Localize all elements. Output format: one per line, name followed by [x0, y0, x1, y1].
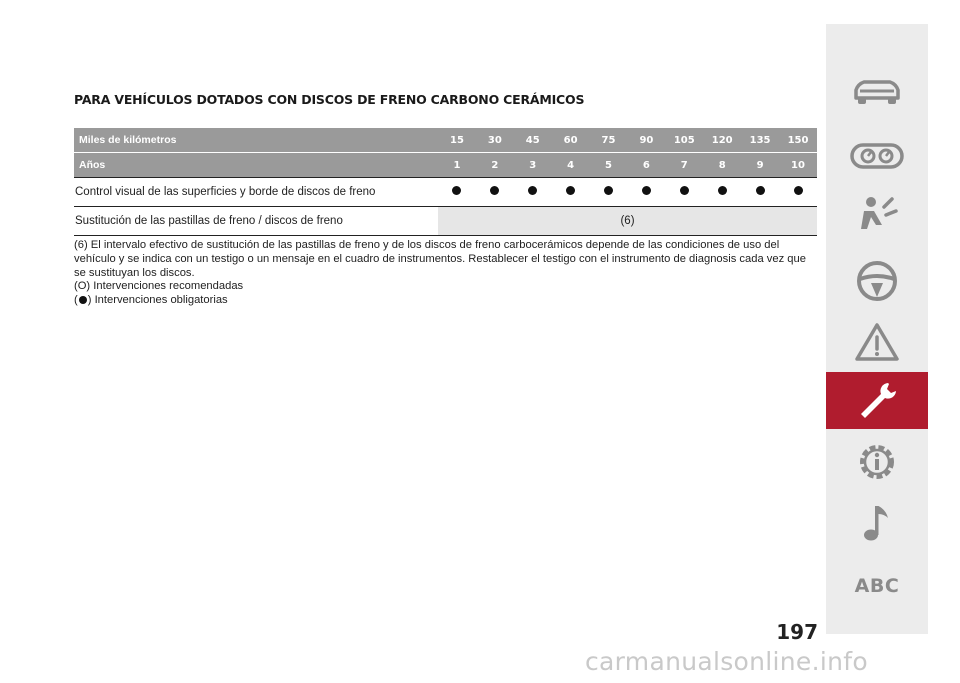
- chapter-sidebar: [826, 24, 928, 634]
- warning-triangle-icon: [854, 322, 900, 362]
- year-value: 9: [741, 153, 779, 178]
- km-header-label: Miles de kilómetros: [74, 128, 438, 153]
- km-value: 90: [627, 128, 665, 153]
- mandatory-dot-icon: [756, 186, 765, 195]
- km-value: 150: [779, 128, 817, 153]
- year-value: 8: [703, 153, 741, 178]
- abc-text-icon: ABC: [854, 575, 900, 597]
- row-label: Sustitución de las pastillas de freno / discos de freno: [74, 207, 438, 236]
- years-header-row: [74, 153, 817, 178]
- km-value: 75: [590, 128, 628, 153]
- music-note-icon: [860, 502, 894, 544]
- airbag-person-icon: [854, 195, 900, 235]
- page-number: 197: [776, 620, 818, 644]
- year-value: 6: [627, 153, 665, 178]
- wrench-icon: [855, 379, 899, 423]
- year-value: 5: [590, 153, 628, 178]
- sidebar-item-technical-data[interactable]: [826, 434, 928, 490]
- footnote-6: (6) El intervalo efectivo de sustitución de las pastillas de freno y de los discos de freno carbocerámicos depende de las condiciones de uso del vehículo y se indica con un testigo o un mensaje en el cuadro de instrumentos. Restablecer el testigo con el instrumento de diagnosis cada vez que se sustituyan los discos.: [74, 239, 806, 279]
- km-value: 105: [665, 128, 703, 153]
- km-value: 45: [514, 128, 552, 153]
- mandatory-dot-icon: [452, 186, 461, 195]
- sidebar-item-car[interactable]: [826, 62, 928, 118]
- table-row: [74, 178, 817, 207]
- legend-mandatory: ( ) Intervenciones obligatorias: [74, 294, 228, 307]
- mandatory-dot-icon: [718, 186, 727, 195]
- mandatory-dot-icon: [79, 296, 87, 304]
- years-header-label: Años: [74, 153, 438, 178]
- mandatory-dot-icon: [680, 186, 689, 195]
- year-value: 3: [514, 153, 552, 178]
- mandatory-dot-icon: [528, 186, 537, 195]
- km-header-row: [74, 128, 817, 153]
- year-value: 2: [476, 153, 514, 178]
- year-value: 4: [552, 153, 590, 178]
- km-value: 30: [476, 128, 514, 153]
- footnotes: [74, 239, 819, 308]
- sidebar-item-maintenance[interactable]: [826, 372, 928, 429]
- section-heading: PARA VEHÍCULOS DOTADOS CON DISCOS DE FRENO CARBONO CERÁMICOS: [74, 92, 585, 107]
- dashboard-gauges-icon: [849, 141, 905, 171]
- year-value: 7: [665, 153, 703, 178]
- mandatory-dot-icon: [604, 186, 613, 195]
- maintenance-table: [74, 128, 817, 236]
- table-row: [74, 207, 817, 236]
- legend-recommended: (O) Intervenciones recomendadas: [74, 280, 244, 293]
- steering-wheel-icon: [855, 259, 899, 303]
- km-value: 60: [552, 128, 590, 153]
- km-value: 120: [703, 128, 741, 153]
- sidebar-item-index[interactable]: [826, 558, 928, 614]
- sidebar-item-multimedia[interactable]: [826, 494, 928, 552]
- mandatory-dot-icon: [642, 186, 651, 195]
- sidebar-item-driving[interactable]: [826, 250, 928, 312]
- sidebar-item-emergency[interactable]: [826, 314, 928, 370]
- year-value: 1: [438, 153, 476, 178]
- km-value: 135: [741, 128, 779, 153]
- gear-info-icon: [855, 440, 899, 484]
- mandatory-dot-icon: [794, 186, 803, 195]
- sidebar-item-safety[interactable]: [826, 184, 928, 246]
- mandatory-dot-icon: [490, 186, 499, 195]
- year-value: 10: [779, 153, 817, 178]
- mandatory-dot-icon: [566, 186, 575, 195]
- km-value: 15: [438, 128, 476, 153]
- row-label: Control visual de las superficies y borde de discos de freno: [74, 178, 438, 207]
- sidebar-item-dashboard[interactable]: [826, 128, 928, 184]
- car-icon: [850, 72, 904, 108]
- row-note-reference: (6): [438, 207, 817, 236]
- watermark-text: carmanualsonline.info: [585, 647, 868, 676]
